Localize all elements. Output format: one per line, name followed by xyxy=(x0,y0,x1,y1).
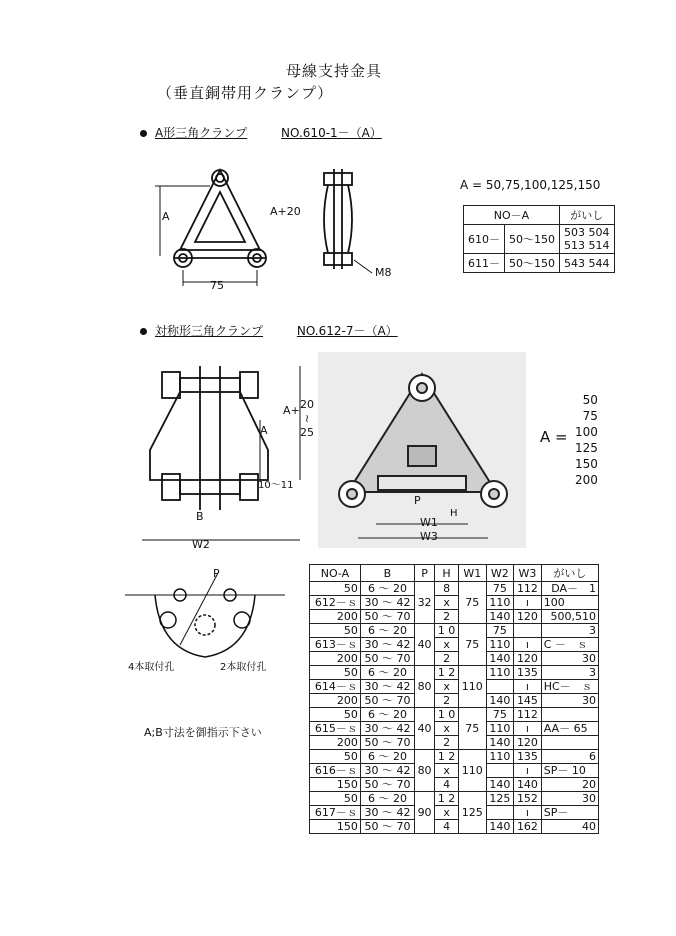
table-row xyxy=(310,792,599,806)
a-value: 125 xyxy=(575,441,598,455)
cell-gaishi xyxy=(541,736,598,750)
cell-a: 50～150 xyxy=(505,225,560,254)
cell-b: 50 ～ 70 xyxy=(360,736,414,750)
cell-w3: 112 xyxy=(514,582,542,596)
cell-gaishi: C － ｓ xyxy=(541,638,598,652)
cell-h: 1 2 xyxy=(435,666,459,680)
hole-4-label: 4本取付孔 xyxy=(128,662,175,673)
cell-h: x xyxy=(435,596,459,610)
table-row xyxy=(310,778,599,792)
a-values-1: A = 50,75,100,125,150 xyxy=(460,178,601,192)
table-row xyxy=(310,764,599,778)
table-row xyxy=(310,652,599,666)
cell-b: 6 ～ 20 xyxy=(360,708,414,722)
cell-w1: 110 xyxy=(459,750,487,792)
cell-w2: 110 xyxy=(486,638,514,652)
cell-no-a: 150 xyxy=(310,778,361,792)
dim-a-plus: A+ xyxy=(283,404,300,417)
cell-gaishi: 30 xyxy=(541,792,598,806)
dim-a-side: A xyxy=(260,424,268,437)
table-row xyxy=(310,666,599,680)
cell-gaishi: SP－ xyxy=(541,806,598,820)
cell-no: 610－ xyxy=(464,225,505,254)
cell-no-a: 50 xyxy=(310,666,361,680)
cell-no-a: 200 xyxy=(310,736,361,750)
cell-w2: 140 xyxy=(486,820,514,834)
page-subtitle: （垂直銅帯用クランプ） xyxy=(157,84,334,102)
table-row xyxy=(310,680,599,694)
cell-w2: 140 xyxy=(486,694,514,708)
cell-w3: ı xyxy=(514,680,542,694)
hole-2-label: 2本取付孔 xyxy=(220,662,267,673)
cell-h: x xyxy=(435,680,459,694)
cell-w1: 75 xyxy=(459,708,487,750)
table-row xyxy=(310,806,599,820)
cell-w2 xyxy=(486,764,514,778)
dim-w3: W3 xyxy=(420,530,438,543)
cell-w2: 110 xyxy=(486,722,514,736)
cell-p: 40 xyxy=(415,624,435,666)
cell-no-a: 200 xyxy=(310,610,361,624)
cell-w2: 110 xyxy=(486,750,514,764)
cell-h: 4 xyxy=(435,778,459,792)
table-row xyxy=(310,624,599,638)
section1-number: NO.610-1－（A） xyxy=(281,126,382,140)
cell-b: 30 ～ 42 xyxy=(360,680,414,694)
cell-gaishi xyxy=(541,708,598,722)
col-p: P xyxy=(415,565,435,582)
dim-w1: W1 xyxy=(420,516,438,529)
cell-w3: 135 xyxy=(514,666,542,680)
cell-gaishi: 500,510 xyxy=(541,610,598,624)
dim-w2: W2 xyxy=(192,538,210,551)
cell-no-a: 200 xyxy=(310,652,361,666)
cell-gaishi: 100 xyxy=(541,596,598,610)
cell-p: 80 xyxy=(415,666,435,708)
cell-p: 32 xyxy=(415,582,435,624)
col-no-a: NO-A xyxy=(310,565,361,582)
dim-a-plus-bottom: 25 xyxy=(300,426,314,439)
a-value: 200 xyxy=(575,473,598,487)
cell-b: 6 ～ 20 xyxy=(360,792,414,806)
cell-no-a: 616－ｓ xyxy=(310,764,361,778)
cell-gaishi: 40 xyxy=(541,820,598,834)
cell-w3: 145 xyxy=(514,694,542,708)
bullet-icon xyxy=(140,328,147,335)
cell-w2: 75 xyxy=(486,582,514,596)
cell-h: 1 0 xyxy=(435,708,459,722)
cell-no-a: 612－ｓ xyxy=(310,596,361,610)
cell-b: 6 ～ 20 xyxy=(360,624,414,638)
table-row xyxy=(310,694,599,708)
cell-gaishi: AA－ 65 xyxy=(541,722,598,736)
cell-no-a: 50 xyxy=(310,708,361,722)
section2-number: NO.612-7－（A） xyxy=(296,324,398,338)
cell-no-a: 613－ｓ xyxy=(310,638,361,652)
cell-w3: 112 xyxy=(514,708,542,722)
cell-w2: 110 xyxy=(486,596,514,610)
table-row xyxy=(310,736,599,750)
cell-w3: ı xyxy=(514,806,542,820)
sym-clamp-side-drawing xyxy=(140,360,320,550)
cell-w3: ı xyxy=(514,764,542,778)
cell-no-a: 615－ｓ xyxy=(310,722,361,736)
cell-no-a: 617－ｓ xyxy=(310,806,361,820)
table-row xyxy=(310,722,599,736)
dim-a-plus-sep: ≀ xyxy=(304,412,310,425)
gaishi-line: 513 514 xyxy=(564,239,610,252)
cell-p: 40 xyxy=(415,708,435,750)
cell-w1: 125 xyxy=(459,792,487,834)
cell-b: 50 ～ 70 xyxy=(360,778,414,792)
col-b: B xyxy=(360,565,414,582)
cell-p: 90 xyxy=(415,792,435,834)
cell-b: 30 ～ 42 xyxy=(360,722,414,736)
cell-w2: 140 xyxy=(486,610,514,624)
cell-w1: 110 xyxy=(459,666,487,708)
note: A;B寸法を御指示下さい xyxy=(144,726,262,739)
bullet-icon xyxy=(140,130,147,137)
dim-p: P xyxy=(414,494,421,507)
cell-w3: 120 xyxy=(514,610,542,624)
table-610 xyxy=(463,205,615,273)
cell-w3: ı xyxy=(514,638,542,652)
table-row xyxy=(310,610,599,624)
page-title: 母線支持金具 xyxy=(286,62,383,80)
cell-gaishi: HC－ ｓ xyxy=(541,680,598,694)
cell-h: x xyxy=(435,764,459,778)
cell-w2: 110 xyxy=(486,666,514,680)
table-row xyxy=(464,254,615,273)
dim-m8: M8 xyxy=(375,266,392,279)
a-value: 75 xyxy=(582,409,598,423)
cell-a: 50～150 xyxy=(505,254,560,273)
cell-h: 2 xyxy=(435,652,459,666)
bolt-pattern-drawing xyxy=(120,565,290,665)
cell-gaishi: DA－ 1 xyxy=(541,582,598,596)
cell-w3: 152 xyxy=(514,792,542,806)
cell-h: 1 0 xyxy=(435,624,459,638)
table-612 xyxy=(309,564,599,834)
gaishi-line: 503 504 xyxy=(564,226,610,239)
cell-b: 30 ～ 42 xyxy=(360,764,414,778)
cell-gaishi: 543 544 xyxy=(560,254,615,273)
table-row xyxy=(310,638,599,652)
cell-no-a: 50 xyxy=(310,624,361,638)
table-row xyxy=(310,750,599,764)
cell-w2: 125 xyxy=(486,792,514,806)
cell-h: 4 xyxy=(435,820,459,834)
cell-w1: 75 xyxy=(459,582,487,624)
cell-b: 30 ～ 42 xyxy=(360,596,414,610)
dim-gap: 10～11 xyxy=(258,480,294,491)
cell-gaishi: 3 xyxy=(541,666,598,680)
cell-no-a: 50 xyxy=(310,582,361,596)
cell-no-a: 614－ｓ xyxy=(310,680,361,694)
col-gaishi: がいし xyxy=(560,206,615,225)
cell-w2: 75 xyxy=(486,624,514,638)
bolt-p: P xyxy=(213,567,220,580)
cell-w1: 75 xyxy=(459,624,487,666)
col-w2: W2 xyxy=(486,565,514,582)
cell-w2: 75 xyxy=(486,708,514,722)
cell-b: 6 ～ 20 xyxy=(360,666,414,680)
a-value: 100 xyxy=(575,425,598,439)
section1-heading xyxy=(140,124,382,141)
cell-p: 80 xyxy=(415,750,435,792)
cell-w3: 140 xyxy=(514,778,542,792)
col-gaishi: がいし xyxy=(541,565,598,582)
a-value: 50 xyxy=(582,393,598,407)
cell-h: 1 2 xyxy=(435,750,459,764)
cell-h: x xyxy=(435,722,459,736)
dim-a20: A+20 xyxy=(270,205,301,218)
cell-h: 2 xyxy=(435,694,459,708)
cell-b: 6 ～ 20 xyxy=(360,582,414,596)
cell-w3 xyxy=(514,624,542,638)
dim-h: H xyxy=(450,508,458,519)
dim-a-plus-top: 20 xyxy=(300,398,314,411)
cell-w3: 162 xyxy=(514,820,542,834)
cell-w2: 140 xyxy=(486,736,514,750)
dim-75: 75 xyxy=(210,279,224,292)
cell-h: 8 xyxy=(435,582,459,596)
cell-h: 1 2 xyxy=(435,792,459,806)
cell-gaishi: 6 xyxy=(541,750,598,764)
cell-no: 611－ xyxy=(464,254,505,273)
cell-w3: ı xyxy=(514,722,542,736)
dim-b: B xyxy=(196,510,204,523)
col-no-a: NO－A xyxy=(464,206,560,225)
cell-w3: 120 xyxy=(514,736,542,750)
cell-no-a: 150 xyxy=(310,820,361,834)
col-w3: W3 xyxy=(514,565,542,582)
section1-title: A形三角クランプ xyxy=(155,126,248,140)
cell-w2 xyxy=(486,806,514,820)
cell-h: 2 xyxy=(435,736,459,750)
cell-w2: 140 xyxy=(486,652,514,666)
cell-no-a: 50 xyxy=(310,792,361,806)
table-row xyxy=(310,596,599,610)
a-label: A = xyxy=(540,428,568,446)
section2-title: 対称形三角クランプ xyxy=(155,324,264,338)
cell-b: 30 ～ 42 xyxy=(360,806,414,820)
cell-h: x xyxy=(435,806,459,820)
a-list xyxy=(575,392,598,488)
cell-b: 50 ～ 70 xyxy=(360,820,414,834)
table-row xyxy=(464,225,615,254)
cell-w3: ı xyxy=(514,596,542,610)
cell-h: x xyxy=(435,638,459,652)
a-value: 150 xyxy=(575,457,598,471)
cell-gaishi: 3 xyxy=(541,624,598,638)
cell-b: 50 ～ 70 xyxy=(360,610,414,624)
cell-no-a: 50 xyxy=(310,750,361,764)
dim-a-plus-range xyxy=(300,398,314,440)
cell-b: 6 ～ 20 xyxy=(360,750,414,764)
cell-b: 30 ～ 42 xyxy=(360,638,414,652)
cell-w3: 120 xyxy=(514,652,542,666)
cell-gaishi xyxy=(560,225,615,254)
cell-w2 xyxy=(486,680,514,694)
cell-w2: 140 xyxy=(486,778,514,792)
cell-gaishi: 20 xyxy=(541,778,598,792)
table-row xyxy=(310,582,599,596)
section2-heading xyxy=(140,322,398,339)
cell-h: 2 xyxy=(435,610,459,624)
cell-gaishi: 30 xyxy=(541,694,598,708)
cell-no-a: 200 xyxy=(310,694,361,708)
cell-gaishi: 30 xyxy=(541,652,598,666)
cell-w3: 135 xyxy=(514,750,542,764)
dim-a: A xyxy=(162,210,170,223)
cell-gaishi: SP－ 10 xyxy=(541,764,598,778)
col-w1: W1 xyxy=(459,565,487,582)
cell-b: 50 ～ 70 xyxy=(360,652,414,666)
col-h: H xyxy=(435,565,459,582)
table-row xyxy=(310,820,599,834)
table-row xyxy=(310,708,599,722)
cell-b: 50 ～ 70 xyxy=(360,694,414,708)
